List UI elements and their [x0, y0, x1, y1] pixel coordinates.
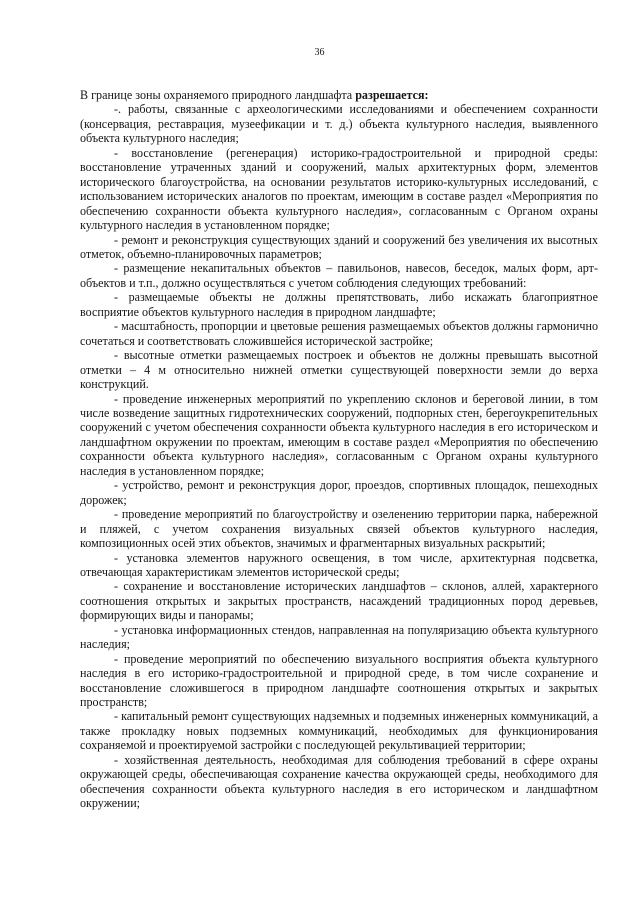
paragraph-requirement-perception: - размещаемые объекты не должны препятствовать, либо искажать благоприятное восприятие объектов культурного наследия в природном ландшафте; — [80, 290, 598, 319]
paragraph-requirement-height: - высотные отметки размещаемых построек и объектов не должны превышать высотной отметки – 4 м относительно нижней отметки существующей поверхности земли до верха конструкций. — [80, 348, 598, 392]
intro-bold-keyword: разрешается: — [355, 88, 429, 102]
paragraph-historic-landscapes: - сохранение и восстановление исторических ландшафтов – склонов, аллей, характерного соотношения открытых и закрытых пространств, насаждений традиционных пород деревьев, формирующих виды и панорамы; — [80, 579, 598, 623]
paragraph-repair: - ремонт и реконструкция существующих зданий и сооружений без увеличения их высотных отметок, объемно-планировочных параметров; — [80, 232, 598, 261]
paragraph-temporary-objects: - размещение некапитальных объектов – павильонов, навесов, беседок, малых форм, арт-объектов и т.п., должно осуществляться с учетом соблюдения следующих требований: — [80, 261, 598, 290]
page-number: 36 — [314, 47, 325, 58]
intro-line — [80, 88, 598, 102]
paragraph-landscaping: - проведение мероприятий по благоустройству и озеленению территории парка, набережной и пляжей, с учетом сохранения визуальных связей объектов культурного наследия, композиционных осей этих объектов, значимых и фрагментарных визуальных раскрытий; — [80, 507, 598, 551]
paragraph-info-stands: - установка информационных стендов, направленная на популяризацию объекта культурного наследия; — [80, 622, 598, 652]
paragraph-roads: - устройство, ремонт и реконструкция дорог, проездов, спортивных площадок, пешеходных дорожек; — [80, 478, 598, 507]
paragraph-visual-perception: - проведение мероприятий по обеспечению визуального восприятия объекта культурного наследия в его историко-градостроительной и природной среде, в том числе сохранение и восстановление сложившегося в природном ландшафте соотношения открытых и закрытых пространств; — [80, 651, 598, 710]
document-body — [80, 88, 598, 811]
paragraph-economic-activity: - хозяйственная деятельность, необходимая для соблюдения требований в сфере охраны окружающей среды, обеспечивающая сохранение качества окружающей среды, необходимого для обеспечения сохранности объекта культурного наследия в его историческом и ландшафтном окружении; — [80, 752, 598, 811]
paragraph-slopes: - проведение инженерных мероприятий по укреплению склонов и береговой линии, в том числе возведение защитных гидротехнических сооружений, подпорных стен, берегоукрепительных сооружений с учетом обеспечения сохранности объекта культурного наследия в его историческом и ландшафтном окружении по проектам, имеющим в составе раздел «Мероприятия по обеспечению сохранности объекта культурного наследия», согласованным с Органом охраны культурного наследия в установленном порядке; — [80, 391, 598, 478]
paragraph-archaeology: -. работы, связанные с археологическими исследованиями и обеспечением сохранности (консервация, реставрация, музеефикации и т. д.) объекта культурного наследия, выявленного объекта культурного наследия; — [80, 102, 598, 146]
intro-text: В границе зоны охраняемого природного ландшафта — [80, 88, 356, 102]
paragraph-regeneration: - восстановление (регенерация) историко-градостроительной и природной среды: восстановление утраченных зданий и сооружений, малых архитектурных форм, элементов исторического благоустройства, на основании результатов историко-культурных исследований, с использованием исторических аналогов по проектам, имеющим в составе раздел «Мероприятия по обеспечению сохранности объекта культурного наследия», согласованным с Органом охраны культурного наследия в установленном порядке; — [80, 145, 598, 233]
paragraph-requirement-scale: - масштабность, пропорции и цветовые решения размещаемых объектов должны гармонично сочетаться и соответствовать сложившейся исторической застройке; — [80, 319, 598, 348]
paragraph-utilities: - капитальный ремонт существующих надземных и подземных инженерных коммуникаций, а также прокладку новых подземных коммуникаций, необходимых для функционирования сохраняемой и проектируемой застройки с последующей рекультивацией территории; — [80, 709, 598, 753]
paragraph-lighting: - установка элементов наружного освещения, в том числе, архитектурная подсветка, отвечающая характеристикам элементов исторической среды; — [80, 550, 598, 579]
